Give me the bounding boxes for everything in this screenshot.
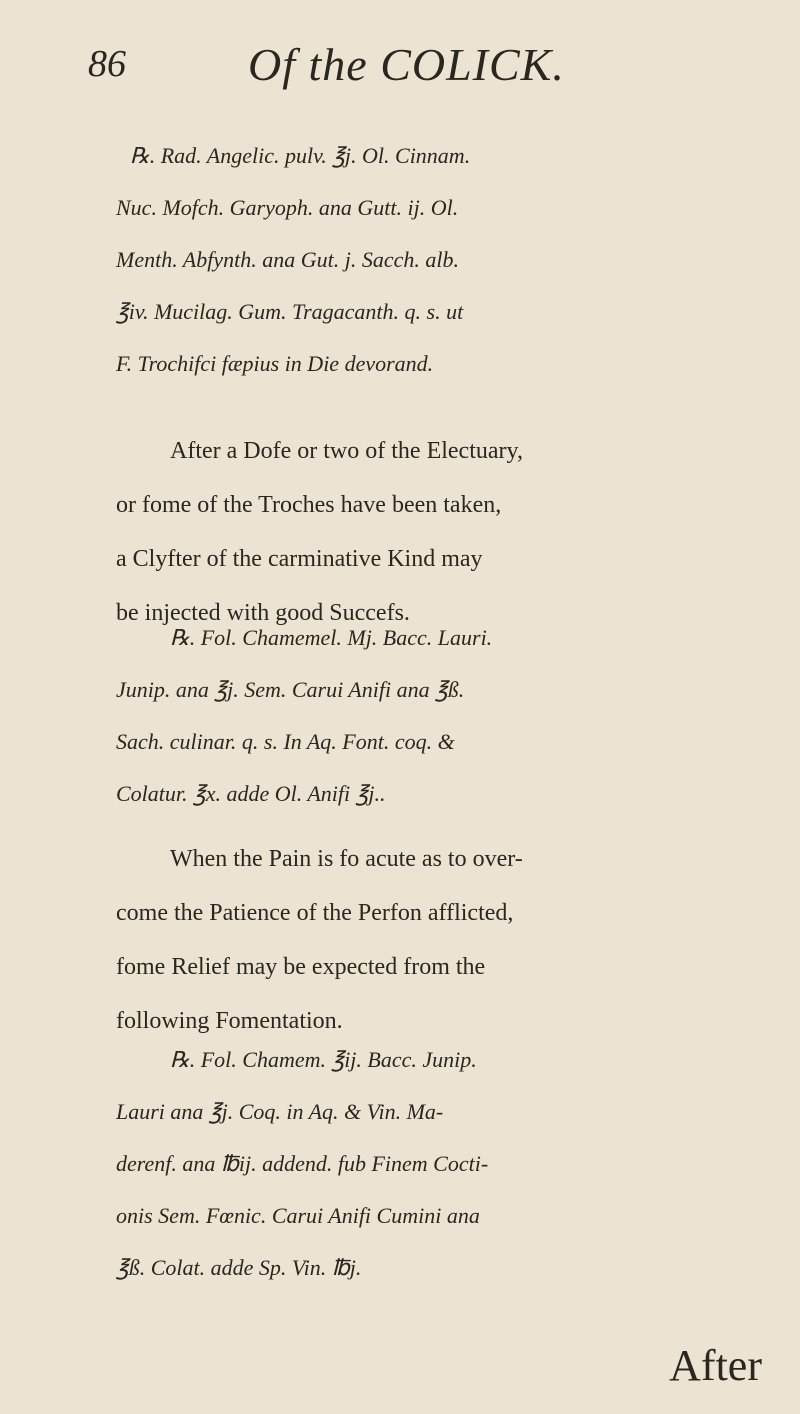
recipe-1-line-1: ℞. Rad. Angelic. pulv. ℥j. Ol. Cinnam. <box>130 143 471 168</box>
catchword: After <box>669 1341 762 1390</box>
recipe-2-line-1: ℞. Fol. Chamemel. Mj. Bacc. Lauri. <box>170 625 493 650</box>
page-header <box>88 28 740 88</box>
page-number: 86 <box>88 43 126 85</box>
recipe-2-line-4: Colatur. ℥x. adde Ol. Anifi ℥j.. <box>116 781 386 806</box>
paragraph-1 <box>0 424 800 640</box>
recipe-1-line-5: F. Trochifci fæpius in Die devorand. <box>116 351 434 376</box>
paragraph-2-line-3: fome Relief may be expected from the <box>116 954 486 980</box>
recipe-2 <box>0 612 800 820</box>
paragraph-1-line-3: a Clyfter of the carminative Kind may <box>116 546 483 572</box>
recipe-2-line-3: Sach. culinar. q. s. In Aq. Font. coq. & <box>116 729 455 754</box>
recipe-1-line-3: Menth. Abfynth. ana Gut. j. Sacch. alb. <box>116 247 459 272</box>
recipe-3-line-5: ℥ß. Colat. adde Sp. Vin. ℔j. <box>116 1255 362 1280</box>
recipe-3-line-2: Lauri ana ℥j. Coq. in Aq. & Vin. Ma- <box>116 1099 444 1124</box>
paragraph-2-line-4: following Fomentation. <box>116 1008 343 1034</box>
recipe-3-line-4: onis Sem. Fœnic. Carui Anifi Cumini ana <box>116 1203 480 1228</box>
recipe-2-line-2: Junip. ana ℥j. Sem. Carui Anifi ana ℥ß. <box>116 677 465 702</box>
running-title: Of the COLICK. <box>248 39 565 90</box>
paragraph-2-line-2: come the Patience of the Perfon afflicted, <box>116 900 514 926</box>
recipe-1-line-4: ℥iv. Mucilag. Gum. Tragacanth. q. s. ut <box>116 299 464 324</box>
recipe-1 <box>0 130 800 390</box>
paragraph-1-line-4: be injected with good Succefs. <box>116 600 410 626</box>
paragraph-2 <box>0 832 800 1048</box>
recipe-3-line-3: derenf. ana ℔ij. addend. fub Finem Cocti- <box>116 1151 489 1176</box>
paragraph-2-line-1: When the Pain is fo acute as to over- <box>170 846 523 872</box>
recipe-3-line-1: ℞. Fol. Chamem. ℥ij. Bacc. Junip. <box>170 1047 477 1072</box>
recipe-3 <box>0 1034 800 1294</box>
recipe-1-line-2: Nuc. Mofch. Garyoph. ana Gutt. ij. Ol. <box>116 195 459 220</box>
paragraph-1-line-2: or fome of the Troches have been taken, <box>116 492 502 518</box>
paragraph-1-line-1: After a Dofe or two of the Electuary, <box>170 438 523 464</box>
